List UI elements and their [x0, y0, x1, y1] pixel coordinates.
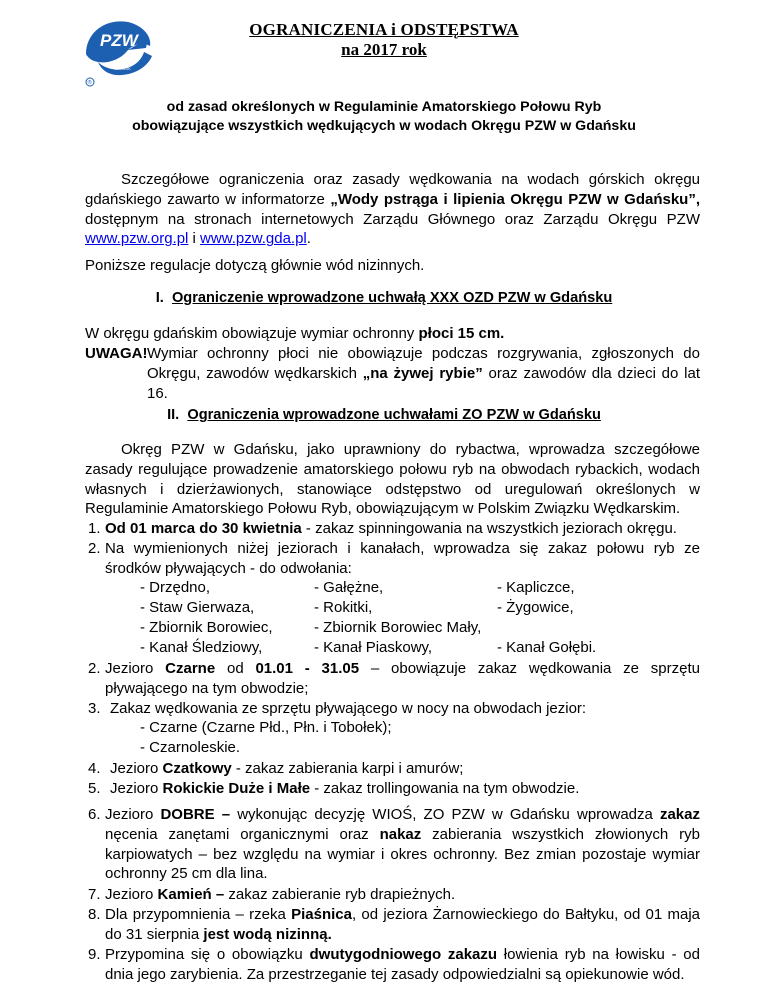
- document-title: [0, 20, 768, 60]
- intro-paragraph: Szczegółowe ograniczenia oraz zasady wędkowania na wodach górskich okręgu gdańskiego zawarto w informatorze „Wody pstrąga i lipienia Okręgu PZW w Gdańsku”, dostępnym na stronach internetowych Zarządu Głównego oraz Zarządu Okręgu PZW www.pzw.org.pl i www.pzw.gda.pl.: [85, 171, 700, 248]
- list-item-4: 4. Jezioro Czatkowy - zakaz zabierania karpi i amurów;: [88, 760, 464, 777]
- list-item-3-sub-1: - Czarne (Czarne Płd., Płn. i Tobołek);: [140, 719, 392, 736]
- svg-text:GDAŃSK: GDAŃSK: [114, 66, 131, 71]
- section-1-uwaga: UWAGA! Wymiar ochronny płoci nie obowiązuje podczas rozgrywania, zgłoszonych do Okręgu, zawodów wędkarskich „na żywej rybie” oraz zawodów dla dzieci do lat 16.: [85, 345, 700, 402]
- section-1-text: W okręgu gdańskim obowiązuje wymiar ochronny płoci 15 cm.: [85, 325, 505, 342]
- list-item-9: 9. Przypomina się o obowiązku dwutygodniowego zakazu łowienia ryb na łowisku - od dnia jego zarybienia. Za przestrzeganie tej zasady odpowiedzialni są opiekunowie wód.: [88, 946, 700, 983]
- svg-text:PZW: PZW: [100, 31, 138, 50]
- section-2-heading: II. Ograniczenia wprowadzone uchwałami ZO PZW w Gdańsku: [167, 407, 601, 423]
- list-item-6: 6. Jezioro DOBRE – wykonując decyzję WIOŚ, ZO PZW w Gdańsku wprowadza zakaz nęcenia zanętami organicznymi oraz nakaz zabierania wszystkich złowionych ryb karpiowatych – bez względu na wymiar i okres ochronny. Bez zmian pozostaje wymiar ochronny 25 cm dla lina.: [88, 806, 700, 883]
- title-main: OGRANICZENIA i ODSTĘPSTWA: [249, 20, 519, 39]
- list-item-2: 2. Na wymienionych niżej jeziorach i kanałach, wprowadza się zakaz połowu ryb ze środków pływających - do odwołania:: [88, 540, 700, 577]
- title-year: na 2017 rok: [341, 40, 427, 59]
- svg-text:®: ®: [87, 80, 92, 86]
- list-item-3-sub-2: - Czarnoleskie.: [140, 739, 241, 756]
- section-2-intro: Okręg PZW w Gdańsku, jako uprawniony do rybactwa, wprowadza szczegółowe zasady regulujące prowadzenie amatorskiego połowu ryb na obwodach rybackich, wodach własnych i dzierżawionych, stanowiące odstępstwo od uregulowań określonych w Regulaminie Amatorskiego Połowu Ryb, obowiązującym w Polskim Związku Wędkarskim.: [85, 441, 700, 518]
- list-item-3: 3. Zakaz wędkowania ze sprzętu pływającego w nocy na obwodach jezior:: [88, 700, 587, 717]
- list-item-5: 5. Jezioro Rokickie Duże i Małe - zakaz trollingowania na tym obwodzie.: [88, 780, 580, 797]
- section-1-heading: I. Ograniczenie wprowadzone uchwałą XXX OZD PZW w Gdańsku: [155, 290, 613, 306]
- list-item-8: 8. Dla przypomnienia – rzeka Piaśnica, od jeziora Żarnowieckiego do Bałtyku, od 01 maja do 31 sierpnia jest wodą nizinną.: [88, 906, 700, 943]
- list-item-2b: 2. Jezioro Czarne od 01.01 - 31.05 – obowiązuje zakaz wędkowania ze sprzętu pływającego na tym obwodzie;: [88, 660, 700, 697]
- link-pzw-org[interactable]: www.pzw.org.pl: [85, 230, 189, 248]
- list-item-7: 7. Jezioro Kamień – zakaz zabieranie ryb drapieżnych.: [88, 886, 456, 903]
- list-item-1: 1. Od 01 marca do 30 kwietnia - zakaz spinningowania na wszystkich jeziorach okręgu.: [88, 520, 677, 537]
- document-page: PZW GDAŃSK ® OGRANICZENIA i ODSTĘPSTWA na 2017 rok od zasad określonych w Regulaminie Amatorskiego Połowu Ryb obowiązujące wszystkich wędkujących w wodach Okręgu PZW w Gdańsku Szczegółowe ograniczenia oraz zasady wędkowania na wodach górskich okręgu gdańskiego zawarto w informatorze „Wody pstrąga i lipienia Okręgu PZW w Gdańsku”, dostępnym na stronach internetowych Zarządu Głównego oraz Zarządu Okręgu PZW www.pzw.org.pl i www.pzw.gda.pl. Poniższe regulacje dotyczą głównie wód nizinnych. I. Ograniczenie wprowadzone uchwałą XXX OZD PZW w Gdańsku W okręgu gdańskim obowiązuje wymiar ochronny płoci 15 cm. UWAGA! Wymiar ochronny płoci nie obowiązuje podczas rozgrywania, zgłoszonych do Okręgu, zawodów wędkarskich „na żywej rybie” oraz zawodów dla dzieci do lat 16. II. Ograniczenia wprowadzone uchwałami ZO PZW w Gdańsku Okręg PZW w Gdańsku, jako uprawniony do rybactwa, wprowadza szczegółowe zasady regulujące prowadzenie amatorskiego połowu ryb na obwodach rybackich, wodach własnych i dzierżawionych, stanowiące odstępstwo od uregulowań określonych w Regulaminie Amatorskiego Połowu Ryb, obowiązującym w Polskim Związku Wędkarskim. 1. Od 01 marca do 30 kwietnia - zakaz spinningowania na wszystkich jeziorach okręgu. 2. Na wymienionych niżej jeziorach i kanałach, wprowadza się zakaz połowu ryb ze środków pływających - do odwołania: - Drzędno, - Gałężne, - Kapliczce, - Staw Gierwaza, - Rokitki, - Żygowice, - Zbiornik Borowiec, - Zbiornik Borowiec Mały, - Kanał Śledziowy, - Kanał Piaskowy, - Kanał Gołębi. 2. Jezioro Czarne od 01.01 - 31.05 – obowiązuje zakaz wędkowania ze sprzętu pływającego na tym obwodzie; 3. Zakaz wędkowania ze sprzętu pływającego w nocy na obwodach jezior: - Czarne (Czarne Płd., Płn. i Tobołek); - Czarnoleskie. 4. Jezioro Czatkowy - zakaz zabierania karpi i amurów; 5. Jezioro Rokickie Duże i Małe - zakaz trollingowania na tym obwodzie. 6. Jezioro DOBRE – wykonując decyzję WIOŚ, ZO PZW w Gdańsku wprowadza zakaz nęcenia zanętami organicznymi oraz nakaz zabierania wszystkich złowionych ryb karpiowatych – bez względu na wymiar i okres ochronny. Bez zmian pozostaje wymiar ochronny 25 cm dla lina. 7. Jezioro Kamień – zakaz zabieranie ryb drapieżnych. 8. Dla przypomnienia – rzeka Piaśnica, od jeziora Żarnowieckiego do Bałtyku, od 01 maja do 31 sierpnia jest wodą nizinną. 9. Przypomina się o obowiązku dwutygodniowego zakazu łowienia ryb na łowisku - od dnia jego zarybienia. Za przestrzeganie tej zasady odpowiedzialni są opiekunowie wód.: [0, 0, 768, 994]
- subtitle: od zasad określonych w Regulaminie Amatorskiego Połowu Ryb obowiązujące wszystkich wędkujących w wodach Okręgu PZW w Gdańsku: [132, 99, 636, 134]
- intro-note: Poniższe regulacje dotyczą głównie wód nizinnych.: [85, 257, 425, 274]
- link-pzw-gda[interactable]: www.pzw.gda.pl: [200, 230, 307, 248]
